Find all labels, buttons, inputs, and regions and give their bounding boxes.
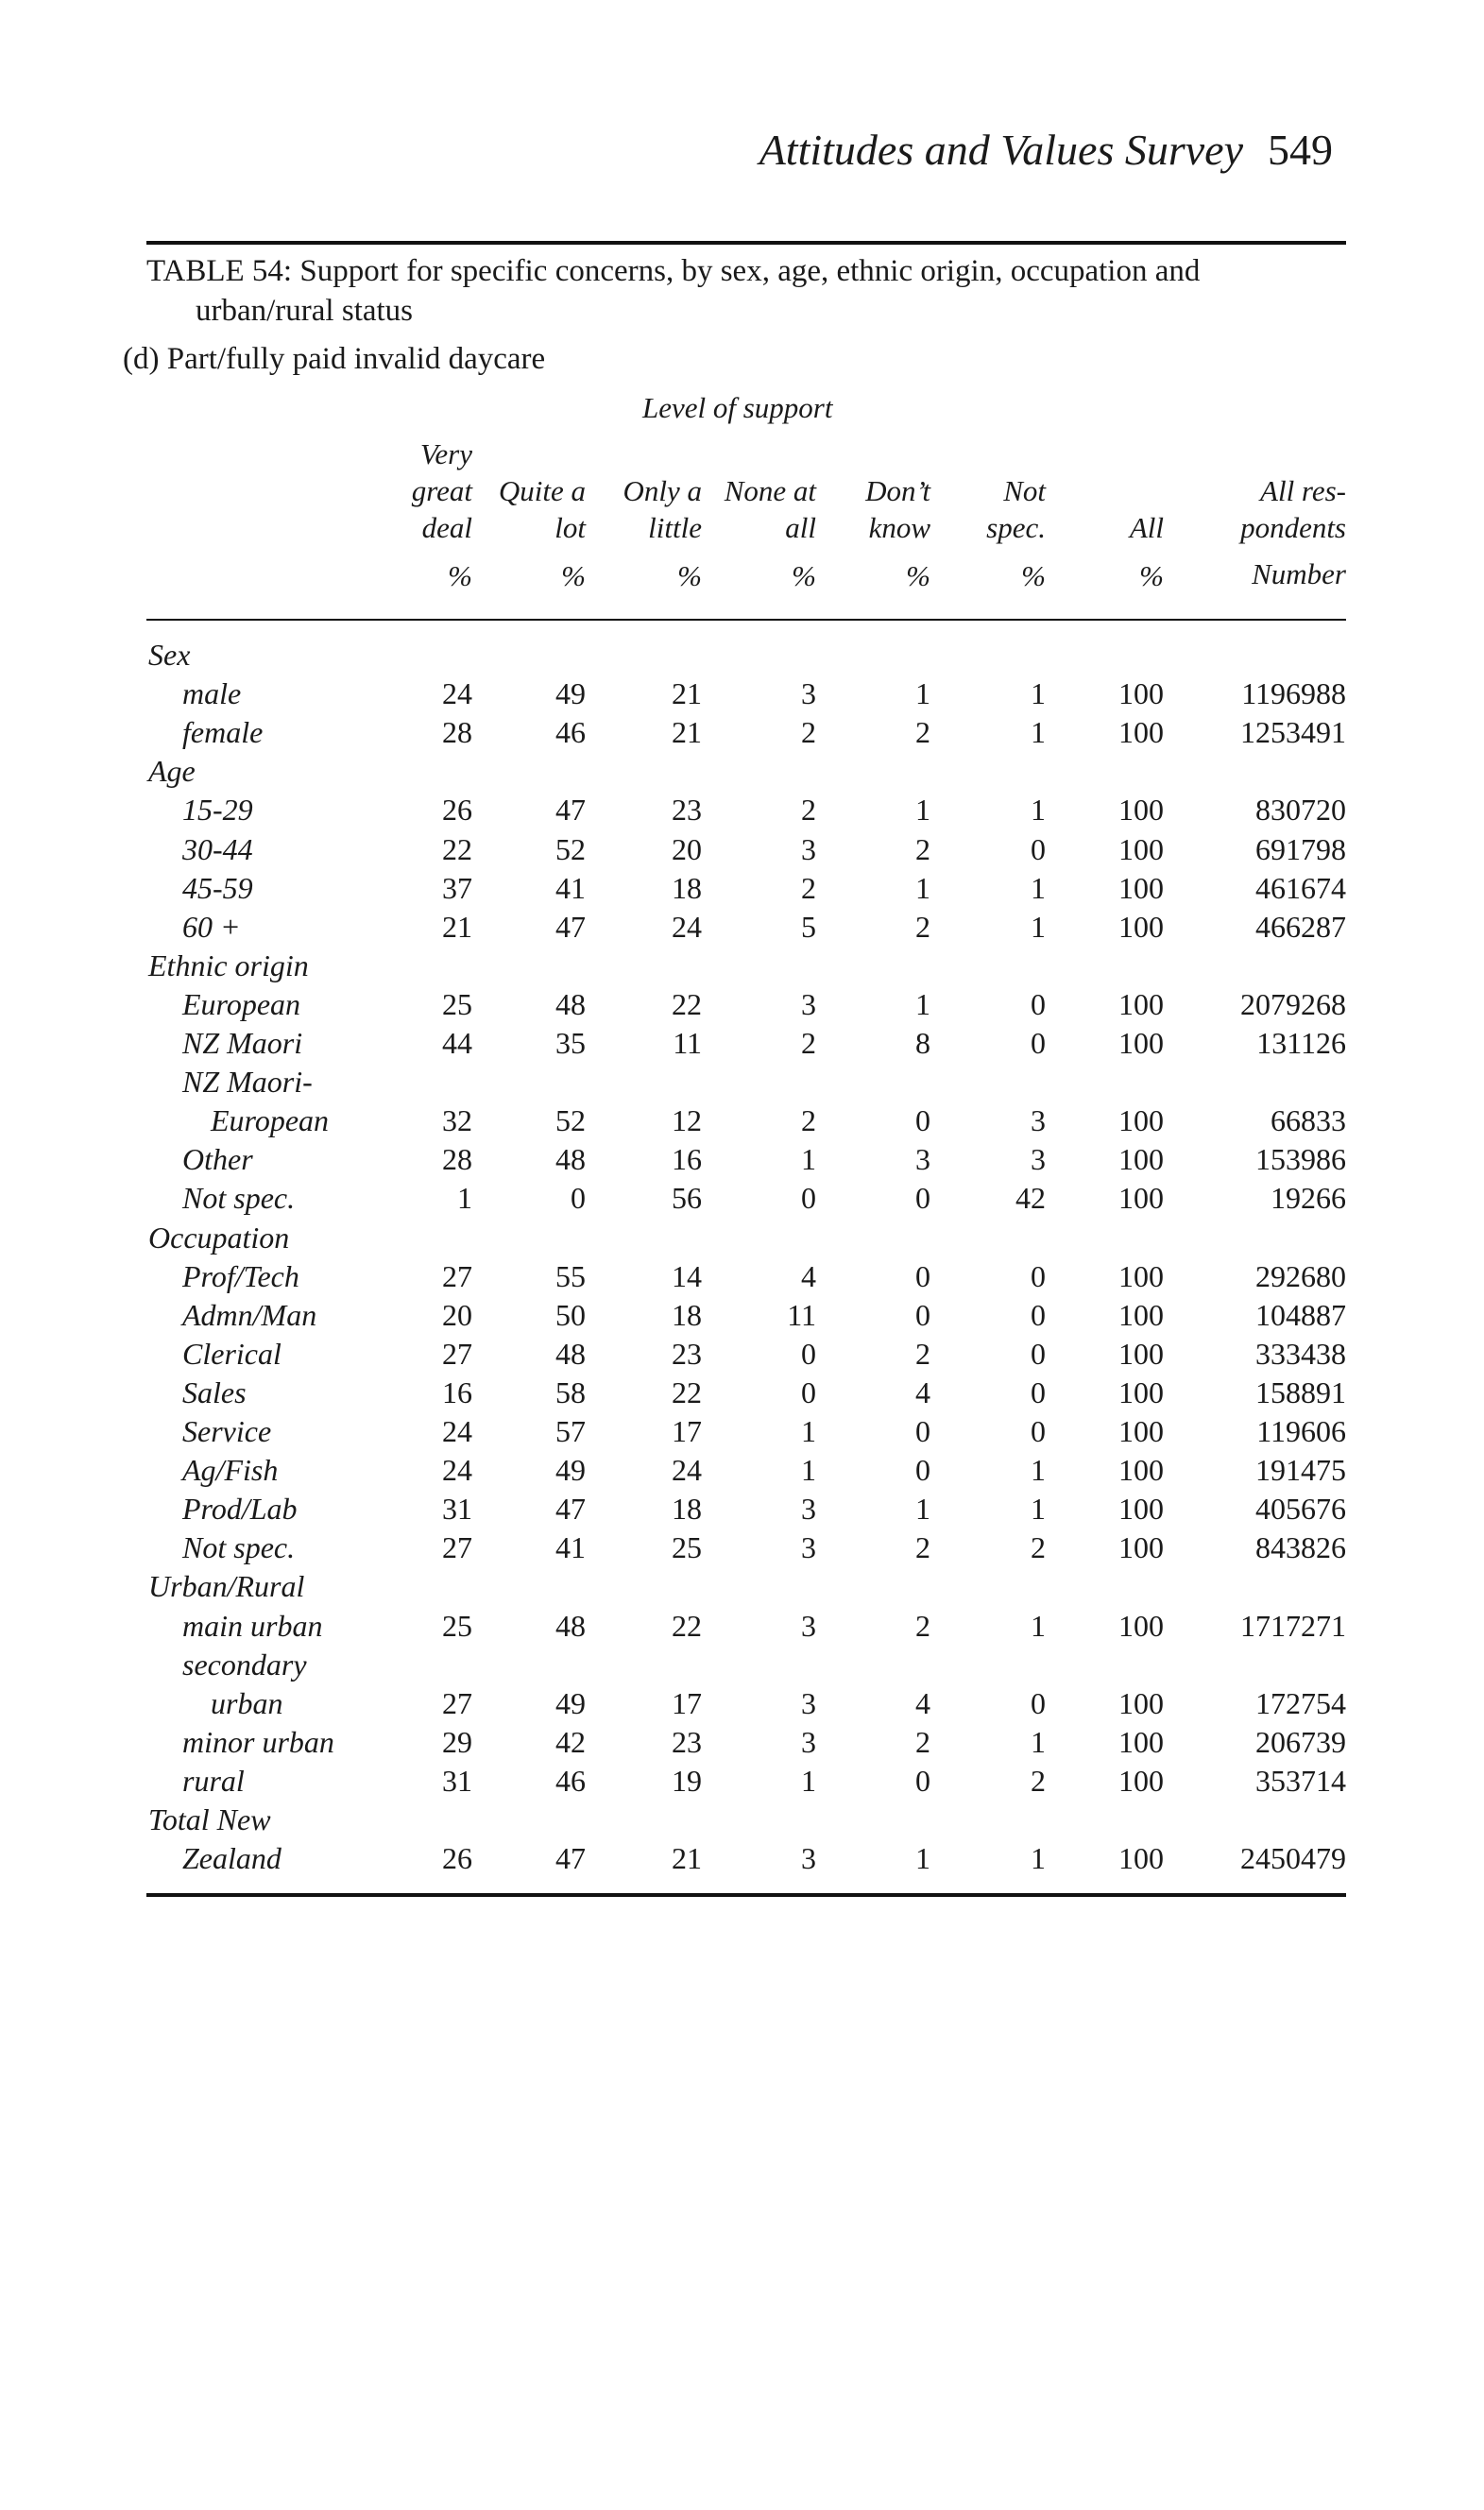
column-header	[623, 472, 702, 546]
column-header-line: Very	[419, 437, 472, 470]
row-label: 30-44	[182, 832, 253, 866]
table-cell: 2079268	[1240, 987, 1346, 1021]
table-cell: 153986	[1255, 1142, 1346, 1176]
table-cell: 47	[555, 793, 586, 827]
table-cell: 1253491	[1240, 715, 1346, 749]
table-cell: 26	[442, 793, 472, 827]
table-cell: 191475	[1255, 1453, 1346, 1487]
table-cell: 18	[672, 1492, 702, 1526]
table-cell: 206739	[1255, 1725, 1346, 1759]
table-cell: 3	[915, 1142, 930, 1176]
table-cell: 5	[801, 910, 816, 944]
table-row	[0, 1453, 1484, 1492]
table-cell: 29	[442, 1725, 472, 1759]
column-header-line: Quite a	[498, 474, 586, 507]
table-row	[0, 1414, 1484, 1453]
row-label: 60 +	[182, 910, 241, 944]
row-label: Age	[148, 754, 196, 788]
table-cell: 100	[1118, 793, 1164, 827]
column-header	[1240, 472, 1346, 546]
table-cell: 25	[442, 987, 472, 1021]
table-row	[0, 1181, 1484, 1220]
table-cell: 21	[672, 715, 702, 749]
table-cell: 100	[1118, 1103, 1164, 1137]
table-cell: 3	[801, 1492, 816, 1526]
table-cell: 3	[801, 1530, 816, 1564]
table-cell: 41	[555, 1530, 586, 1564]
table-subcaption: (d) Part/fully paid invalid daycare	[123, 342, 546, 376]
table-cell: 100	[1118, 676, 1164, 710]
table-group-row	[0, 1221, 1484, 1259]
table-cell: 100	[1118, 1337, 1164, 1371]
column-header	[1130, 509, 1164, 546]
table-caption	[146, 251, 1346, 331]
table-cell: 0	[571, 1181, 586, 1215]
table-cell: 2	[801, 1026, 816, 1060]
table-cell: 24	[672, 1453, 702, 1487]
running-head	[759, 125, 1333, 175]
table-cell: 47	[555, 910, 586, 944]
table-group-row	[0, 754, 1484, 793]
column-header-line: Not	[1003, 474, 1046, 507]
table-cell: 2	[915, 1530, 930, 1564]
row-label: 15-29	[182, 793, 253, 827]
table-cell: 353714	[1255, 1764, 1346, 1798]
table-cell: 35	[555, 1026, 586, 1060]
table-cell: 22	[672, 1609, 702, 1643]
table-cell: 3	[801, 1725, 816, 1759]
column-unit: %	[677, 559, 702, 592]
table-cell: 100	[1118, 1530, 1164, 1564]
table-cell: 0	[1031, 1686, 1046, 1720]
column-unit: %	[1139, 559, 1164, 592]
table-cell: 100	[1118, 1181, 1164, 1215]
table-cell: 104887	[1255, 1298, 1346, 1332]
table-row	[0, 1492, 1484, 1530]
table-cell: 8	[915, 1026, 930, 1060]
table-cell: 49	[555, 676, 586, 710]
table-cell: 20	[442, 1298, 472, 1332]
row-label: Admn/Man	[182, 1298, 317, 1332]
table-cell: 1	[915, 1841, 930, 1875]
row-label: rural	[182, 1764, 245, 1798]
table-cell: 1	[915, 871, 930, 905]
table-cell: 100	[1118, 1609, 1164, 1643]
table-cell: 1	[1031, 1725, 1046, 1759]
table-cell: 14	[672, 1259, 702, 1293]
table-cell: 4	[801, 1259, 816, 1293]
column-header	[725, 472, 816, 546]
table-cell: 100	[1118, 715, 1164, 749]
table-cell: 0	[1031, 1414, 1046, 1448]
table-cell: 22	[672, 987, 702, 1021]
table-cell: 21	[672, 1841, 702, 1875]
table-row	[0, 1764, 1484, 1802]
table-cell: 0	[915, 1259, 930, 1293]
table-cell: 26	[442, 1841, 472, 1875]
table-cell: 100	[1118, 1026, 1164, 1060]
table-cell: 31	[442, 1492, 472, 1526]
table-cell: 55	[555, 1259, 586, 1293]
table-group-row	[0, 948, 1484, 987]
table-cell: 24	[672, 910, 702, 944]
column-unit: %	[1021, 559, 1046, 592]
table-cell: 2	[801, 715, 816, 749]
table-cell: 46	[555, 1764, 586, 1798]
table-cell: 100	[1118, 1298, 1164, 1332]
table-cell: 0	[915, 1298, 930, 1332]
row-label: NZ Maori-	[182, 1065, 313, 1099]
table-row	[0, 1841, 1484, 1880]
table-cell: 1	[915, 987, 930, 1021]
table-cell: 56	[672, 1181, 702, 1215]
table-cell: 19266	[1271, 1181, 1346, 1215]
table-cell: 100	[1118, 910, 1164, 944]
table-group-row	[0, 1065, 1484, 1103]
table-cell: 1	[1031, 910, 1046, 944]
row-label: urban	[211, 1686, 283, 1720]
column-unit: %	[448, 559, 472, 592]
column-header	[412, 435, 472, 546]
table-cell: 0	[915, 1414, 930, 1448]
table-cell: 1	[1031, 1453, 1046, 1487]
table-cell: 1196988	[1241, 676, 1346, 710]
table-cell: 172754	[1255, 1686, 1346, 1720]
table-row	[0, 1103, 1484, 1142]
table-row	[0, 987, 1484, 1026]
table-cell: 100	[1118, 1259, 1164, 1293]
table-cell: 66833	[1271, 1103, 1346, 1137]
table-cell: 24	[442, 676, 472, 710]
row-label: Not spec.	[182, 1530, 296, 1564]
column-header-line: little	[648, 511, 702, 544]
table-cell: 1	[1031, 676, 1046, 710]
table-cell: 19	[672, 1764, 702, 1798]
table-cell: 1	[801, 1453, 816, 1487]
table-cell: 100	[1118, 1492, 1164, 1526]
table-cell: 23	[672, 793, 702, 827]
table-cell: 2	[915, 715, 930, 749]
table-cell: 2	[915, 1609, 930, 1643]
table-cell: 0	[915, 1103, 930, 1137]
table-cell: 1	[801, 1764, 816, 1798]
table-cell: 2	[801, 1103, 816, 1137]
table-cell: 1	[1031, 1492, 1046, 1526]
table-row	[0, 1337, 1484, 1375]
table-cell: 1	[801, 1414, 816, 1448]
table-cell: 1	[915, 793, 930, 827]
column-header-line: pondents	[1240, 511, 1346, 544]
table-row	[0, 871, 1484, 910]
table-row	[0, 676, 1484, 715]
table-cell: 24	[442, 1414, 472, 1448]
table-cell: 158891	[1255, 1375, 1346, 1409]
column-header-line: deal	[421, 511, 472, 544]
table-cell: 12	[672, 1103, 702, 1137]
table-cell: 100	[1118, 1841, 1164, 1875]
table-row	[0, 1609, 1484, 1648]
table-cell: 48	[555, 1609, 586, 1643]
table-cell: 0	[1031, 1337, 1046, 1371]
table-cell: 0	[1031, 1259, 1046, 1293]
table-cell: 1717271	[1240, 1609, 1346, 1643]
table-cell: 1	[915, 1492, 930, 1526]
table-bottom-rule	[146, 1893, 1346, 1897]
table-cell: 24	[442, 1453, 472, 1487]
table-cell: 27	[442, 1686, 472, 1720]
column-unit: %	[561, 559, 586, 592]
table-cell: 20	[672, 832, 702, 866]
table-cell: 47	[555, 1841, 586, 1875]
table-cell: 0	[1031, 1026, 1046, 1060]
column-header-line: great	[411, 474, 472, 507]
table-cell: 21	[442, 910, 472, 944]
table-cell: 843826	[1255, 1530, 1346, 1564]
table-cell: 17	[672, 1686, 702, 1720]
column-header-line: None at	[724, 474, 816, 507]
table-row	[0, 1026, 1484, 1065]
column-header-line: lot	[554, 511, 586, 544]
table-cell: 0	[1031, 832, 1046, 866]
table-cell: 48	[555, 987, 586, 1021]
table-cell: 32	[442, 1103, 472, 1137]
table-cell: 27	[442, 1337, 472, 1371]
table-row	[0, 1375, 1484, 1414]
column-header-line: All	[1129, 511, 1164, 544]
table-cell: 0	[801, 1337, 816, 1371]
table-group-row	[0, 1569, 1484, 1608]
row-label: Clerical	[182, 1337, 281, 1371]
row-label: Zealand	[182, 1841, 281, 1875]
table-cell: 49	[555, 1453, 586, 1487]
table-cell: 0	[801, 1181, 816, 1215]
table-cell: 0	[915, 1453, 930, 1487]
table-cell: 1	[1031, 1609, 1046, 1643]
row-label: Prod/Lab	[182, 1492, 298, 1526]
table-cell: 27	[442, 1530, 472, 1564]
row-label: Sex	[148, 638, 191, 672]
column-header	[986, 472, 1046, 546]
table-cell: 405676	[1255, 1492, 1346, 1526]
table-cell: 48	[555, 1337, 586, 1371]
running-title: Attitudes and Values Survey	[759, 126, 1243, 174]
table-cell: 3	[801, 987, 816, 1021]
table-cell: 2	[915, 1725, 930, 1759]
table-row	[0, 1530, 1484, 1569]
table-cell: 27	[442, 1259, 472, 1293]
table-cell: 0	[915, 1181, 930, 1215]
row-label: male	[182, 676, 242, 710]
table-cell: 31	[442, 1764, 472, 1798]
table-cell: 23	[672, 1337, 702, 1371]
row-label: minor urban	[182, 1725, 334, 1759]
table-cell: 41	[555, 871, 586, 905]
table-group-row	[0, 1802, 1484, 1841]
table-cell: 17	[672, 1414, 702, 1448]
table-cell: 25	[672, 1530, 702, 1564]
table-cell: 22	[672, 1375, 702, 1409]
row-label: Sales	[182, 1375, 247, 1409]
table-row	[0, 1259, 1484, 1298]
table-cell: 37	[442, 871, 472, 905]
table-cell: 4	[915, 1375, 930, 1409]
table-row	[0, 910, 1484, 948]
header-rule	[146, 619, 1346, 621]
table-cell: 16	[442, 1375, 472, 1409]
table-cell: 100	[1118, 1375, 1164, 1409]
row-label: Not spec.	[182, 1181, 296, 1215]
table-cell: 28	[442, 1142, 472, 1176]
table-cell: 691798	[1255, 832, 1346, 866]
table-cell: 18	[672, 871, 702, 905]
table-cell: 22	[442, 832, 472, 866]
table-cell: 52	[555, 832, 586, 866]
row-label: Urban/Rural	[148, 1569, 305, 1603]
table-cell: 1	[457, 1181, 472, 1215]
table-cell: 21	[672, 676, 702, 710]
row-label: Occupation	[148, 1221, 290, 1255]
table-cell: 100	[1118, 832, 1164, 866]
caption-line-2: urban/rural status	[196, 294, 414, 328]
table-cell: 3	[801, 676, 816, 710]
table-cell: 3	[801, 1841, 816, 1875]
table-cell: 18	[672, 1298, 702, 1332]
column-header-line: All res-	[1260, 474, 1346, 507]
column-unit: %	[906, 559, 930, 592]
row-label: Other	[182, 1142, 253, 1176]
table-cell: 100	[1118, 1142, 1164, 1176]
table-cell: 2	[1031, 1530, 1046, 1564]
table-cell: 28	[442, 715, 472, 749]
caption-line-1: TABLE 54: Support for specific concerns, by sex, age, ethnic origin, occupation and	[146, 254, 1201, 288]
table-cell: 2	[915, 1337, 930, 1371]
table-cell: 100	[1118, 1764, 1164, 1798]
table-row	[0, 1298, 1484, 1337]
table-cell: 0	[1031, 1298, 1046, 1332]
table-cell: 47	[555, 1492, 586, 1526]
table-cell: 42	[555, 1725, 586, 1759]
table-cell: 0	[1031, 987, 1046, 1021]
table-cell: 2	[1031, 1764, 1046, 1798]
table-row	[0, 793, 1484, 831]
row-label: female	[182, 715, 264, 749]
table-cell: 57	[555, 1414, 586, 1448]
column-unit: %	[792, 559, 816, 592]
row-label: NZ Maori	[182, 1026, 303, 1060]
table-cell: 2	[915, 910, 930, 944]
level-of-support-heading: Level of support	[642, 391, 833, 424]
table-cell: 0	[915, 1764, 930, 1798]
table-cell: 44	[442, 1026, 472, 1060]
row-label: Prof/Tech	[182, 1259, 299, 1293]
column-header-line: know	[868, 511, 930, 544]
table-cell: 25	[442, 1609, 472, 1643]
table-cell: 100	[1118, 1686, 1164, 1720]
table-cell: 3	[1031, 1103, 1046, 1137]
column-header-line: spec.	[986, 511, 1046, 544]
table-cell: 3	[801, 1609, 816, 1643]
row-label: European	[211, 1103, 330, 1137]
table-cell: 0	[1031, 1375, 1046, 1409]
table-cell: 1	[801, 1142, 816, 1176]
row-label: main urban	[182, 1609, 323, 1643]
row-label: secondary	[182, 1648, 307, 1682]
table-cell: 100	[1118, 871, 1164, 905]
table-cell: 119606	[1256, 1414, 1346, 1448]
table-cell: 2	[915, 832, 930, 866]
table-cell: 2	[801, 871, 816, 905]
row-label: 45-59	[182, 871, 253, 905]
table-cell: 100	[1118, 1725, 1164, 1759]
table-cell: 100	[1118, 987, 1164, 1021]
table-cell: 49	[555, 1686, 586, 1720]
table-cell: 1	[1031, 1841, 1046, 1875]
page-number: 549	[1268, 126, 1333, 174]
table-cell: 100	[1118, 1453, 1164, 1487]
table-cell: 1	[1031, 715, 1046, 749]
table-cell: 333438	[1255, 1337, 1346, 1371]
table-row	[0, 715, 1484, 754]
table-row	[0, 1686, 1484, 1725]
table-cell: 58	[555, 1375, 586, 1409]
table-row	[0, 1725, 1484, 1764]
table-group-row	[0, 1648, 1484, 1686]
table-cell: 1	[915, 676, 930, 710]
table-cell: 292680	[1255, 1259, 1346, 1293]
table-cell: 11	[787, 1298, 816, 1332]
table-cell: 3	[1031, 1142, 1046, 1176]
table-cell: 1	[1031, 871, 1046, 905]
table-row	[0, 832, 1484, 871]
column-header-line: Only a	[623, 474, 702, 507]
table-top-rule	[146, 241, 1346, 245]
column-header-line: Don’t	[865, 474, 930, 507]
table-cell: 131126	[1256, 1026, 1346, 1060]
table-cell: 2	[801, 793, 816, 827]
table-cell: 52	[555, 1103, 586, 1137]
table-row	[0, 1142, 1484, 1181]
table-cell: 461674	[1255, 871, 1346, 905]
table-cell: 830720	[1255, 793, 1346, 827]
table-cell: 3	[801, 1686, 816, 1720]
row-label: Total New	[148, 1802, 271, 1836]
table-cell: 42	[1015, 1181, 1046, 1215]
column-unit: Number	[1252, 557, 1346, 590]
table-cell: 0	[801, 1375, 816, 1409]
row-label: European	[182, 987, 301, 1021]
column-header-line: all	[785, 511, 816, 544]
table-cell: 46	[555, 715, 586, 749]
table-cell: 100	[1118, 1414, 1164, 1448]
table-cell: 48	[555, 1142, 586, 1176]
column-header	[865, 472, 930, 546]
table-cell: 16	[672, 1142, 702, 1176]
table-cell: 4	[915, 1686, 930, 1720]
table-cell: 2450479	[1240, 1841, 1346, 1875]
row-label: Ag/Fish	[182, 1453, 279, 1487]
table-cell: 23	[672, 1725, 702, 1759]
table-cell: 1	[1031, 793, 1046, 827]
row-label: Ethnic origin	[148, 948, 309, 982]
column-header	[499, 472, 586, 546]
table-cell: 11	[673, 1026, 702, 1060]
row-label: Service	[182, 1414, 272, 1448]
table-cell: 50	[555, 1298, 586, 1332]
table-cell: 3	[801, 832, 816, 866]
table-cell: 466287	[1255, 910, 1346, 944]
table-group-row	[0, 638, 1484, 676]
